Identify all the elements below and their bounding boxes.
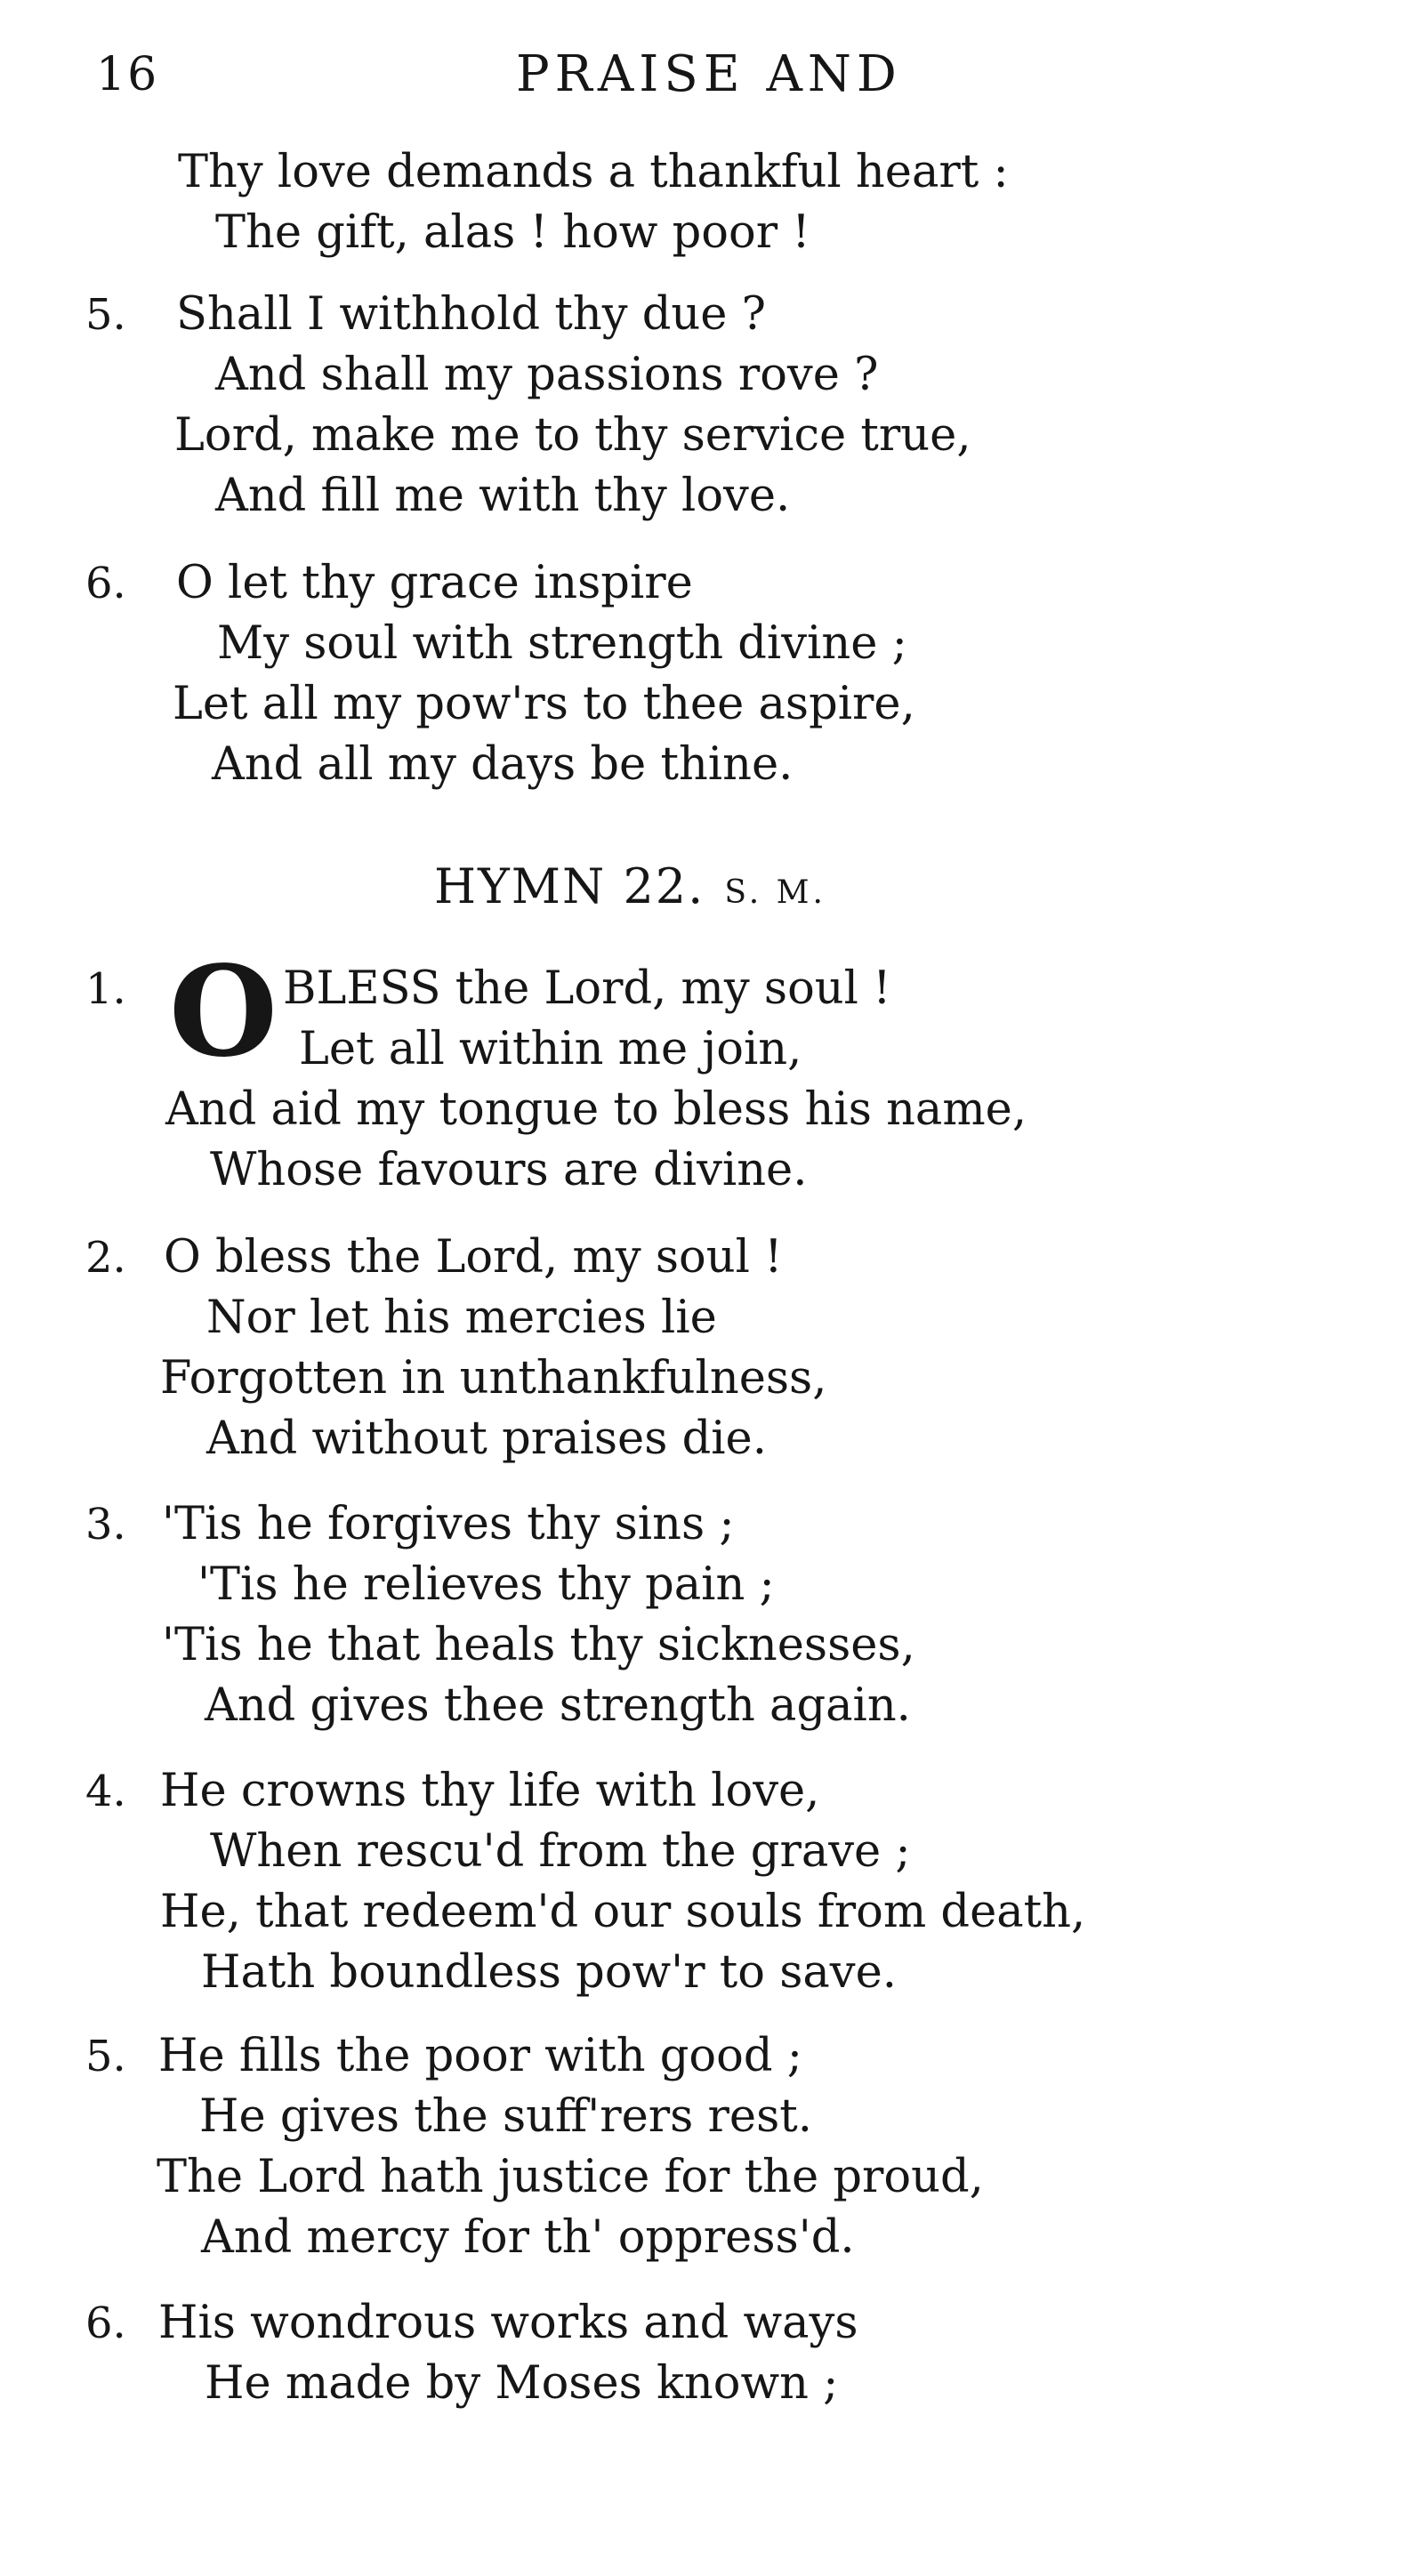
verse-line: And all my days be thine. bbox=[212, 738, 794, 791]
verse-line: Thy love demands a thankful heart : bbox=[178, 146, 1009, 198]
verse-line: Hath boundless pow'r to save. bbox=[201, 1946, 897, 1999]
verse-line: And aid my tongue to bless his name, bbox=[165, 1083, 1027, 1136]
stanza-number: 4. bbox=[85, 1767, 126, 1816]
prev-stanza-5 bbox=[0, 285, 1418, 527]
verse-line: Let all within me join, bbox=[299, 1023, 802, 1075]
verse-line: And gives thee strength again. bbox=[205, 1679, 911, 1732]
verse-line: Forgotten in unthankfulness, bbox=[160, 1352, 827, 1405]
drop-cap: O bbox=[169, 939, 278, 1085]
verse-line: O bless the Lord, my soul ! bbox=[164, 1231, 783, 1284]
verse-line: And fill me with thy love. bbox=[215, 470, 791, 522]
verse-line: The gift, alas ! how poor ! bbox=[215, 206, 810, 259]
continuation-stanza bbox=[0, 142, 1418, 263]
verse-line: O let thy grace inspire bbox=[176, 557, 693, 609]
verse-line: The Lord hath justice for the proud, bbox=[157, 2151, 984, 2203]
stanza-number: 6. bbox=[85, 559, 126, 608]
stanza-number: 5. bbox=[85, 290, 126, 340]
verse-line: Lord, make me to thy service true, bbox=[174, 409, 971, 462]
hymn-stanza-4 bbox=[0, 1761, 1418, 2003]
verse-line: Whose favours are divine. bbox=[210, 1144, 808, 1196]
verse-line: And mercy for th' oppress'd. bbox=[201, 2211, 855, 2264]
hymn-heading bbox=[434, 858, 826, 914]
stanza-number: 5. bbox=[85, 2032, 126, 2081]
stanza-number: 2. bbox=[85, 1233, 126, 1283]
stanza-number: 3. bbox=[85, 1500, 126, 1550]
hymn-stanza-6 bbox=[0, 2293, 1418, 2414]
verse-line: His wondrous works and ways bbox=[158, 2297, 858, 2349]
verse-line: 'Tis he relieves thy pain ; bbox=[197, 1558, 775, 1611]
hymn-title: HYMN 22. bbox=[434, 858, 705, 914]
hymn-stanza-1 bbox=[0, 959, 1418, 1201]
verse-line: He gives the suff'rers rest. bbox=[199, 2090, 812, 2143]
running-head: PRAISE AND bbox=[516, 45, 902, 103]
hymn-stanza-5 bbox=[0, 2026, 1418, 2268]
stanza-number: 6. bbox=[85, 2298, 126, 2348]
verse-line: He crowns thy life with love, bbox=[160, 1765, 820, 1817]
verse-line: When rescu'd from the grave ; bbox=[210, 1825, 911, 1878]
verse-line: My soul with strength divine ; bbox=[217, 617, 907, 670]
verse-line: BLESS the Lord, my soul ! bbox=[283, 962, 891, 1015]
verse-line: And shall my passions rove ? bbox=[215, 349, 879, 401]
verse-line: Nor let his mercies lie bbox=[206, 1292, 717, 1344]
page-number: 16 bbox=[96, 48, 159, 101]
hymn-stanza-2 bbox=[0, 1228, 1418, 1469]
verse-line: 'Tis he forgives thy sins ; bbox=[162, 1498, 735, 1550]
hymn-stanza-3 bbox=[0, 1494, 1418, 1736]
verse-line: 'Tis he that heals thy sicknesses, bbox=[162, 1619, 915, 1671]
verse-line: Let all my pow'rs to thee aspire, bbox=[173, 678, 915, 730]
verse-line: He fills the poor with good ; bbox=[158, 2030, 802, 2082]
verse-line: And without praises die. bbox=[206, 1413, 767, 1465]
verse-line: He made by Moses known ; bbox=[205, 2357, 839, 2410]
stanza-number: 1. bbox=[85, 964, 126, 1014]
verse-line: Shall I withhold thy due ? bbox=[176, 288, 766, 341]
hymn-meter: S. M. bbox=[724, 874, 826, 911]
prev-stanza-6 bbox=[0, 553, 1418, 795]
verse-line: He, that redeem'd our souls from death, bbox=[160, 1886, 1086, 1938]
